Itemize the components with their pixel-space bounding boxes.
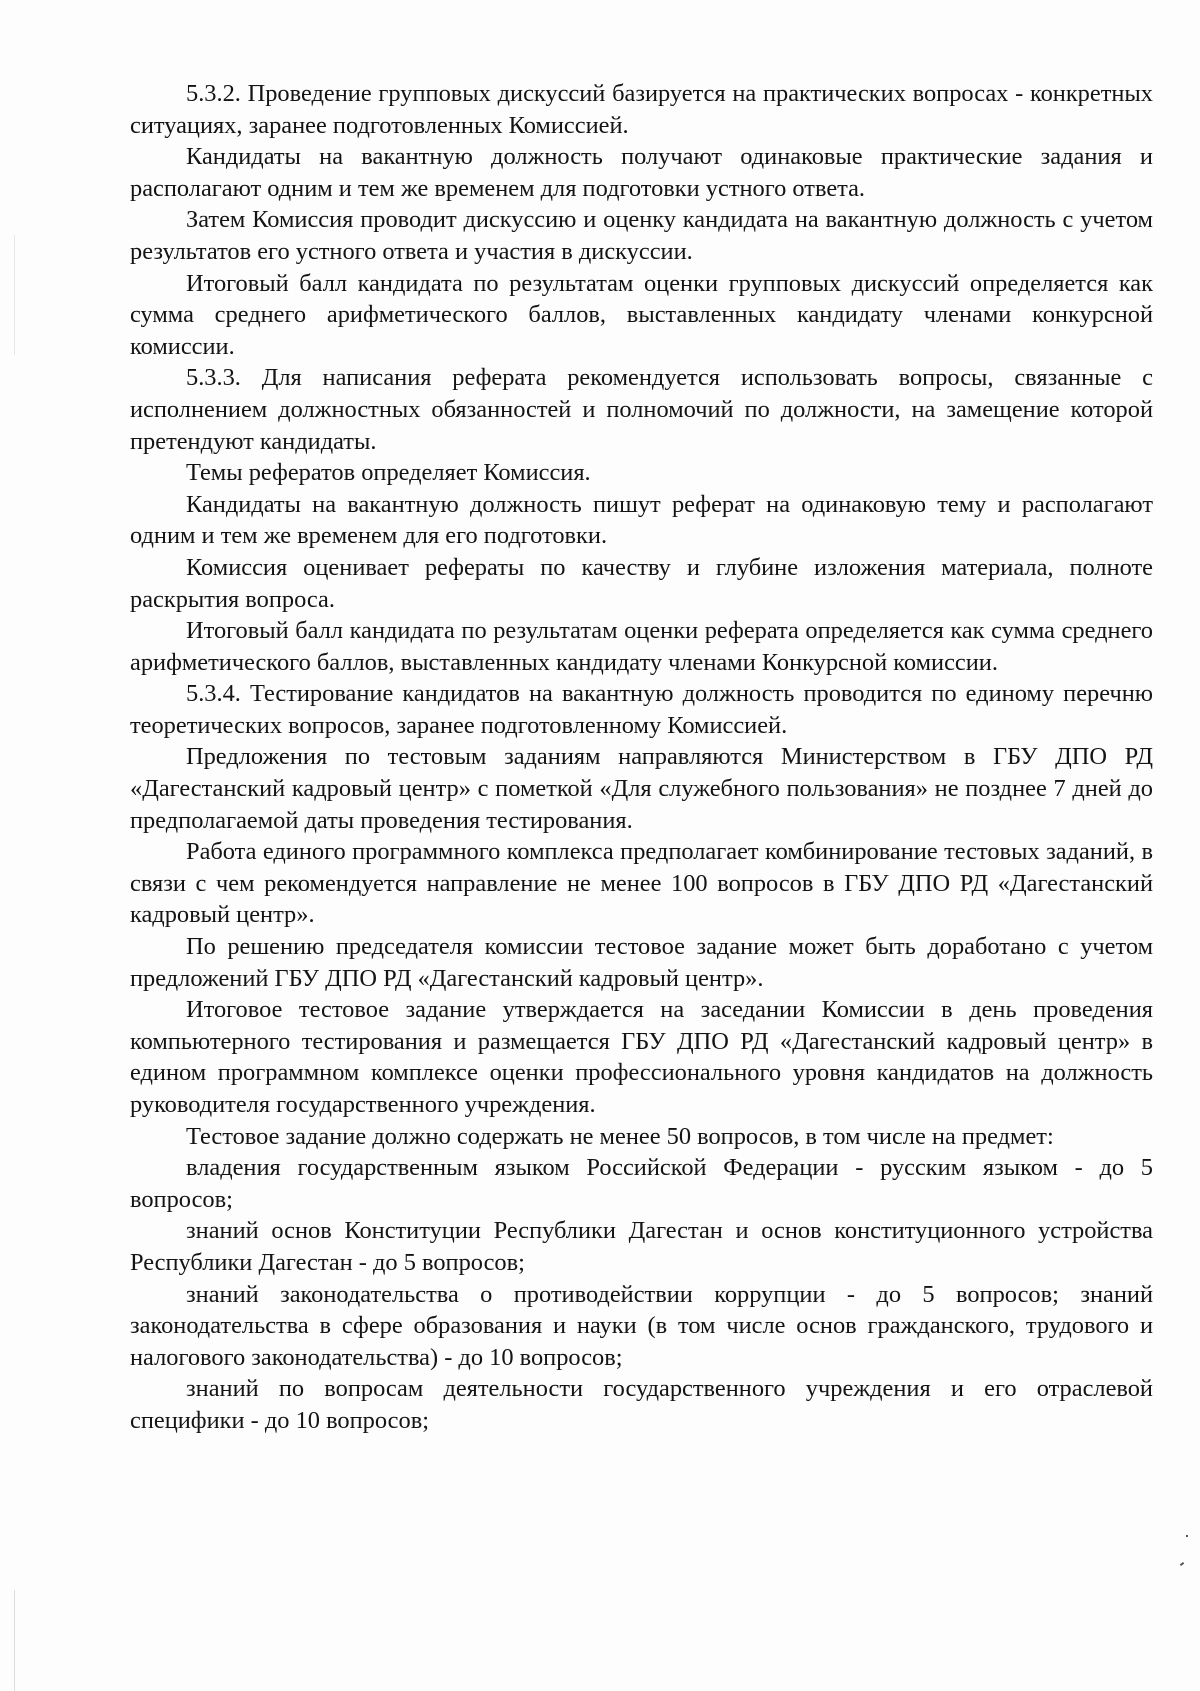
paragraph: Итоговый балл кандидата по результатам оценки реферата определяется как сумма среднего арифметического баллов, выставленных кандидату членами Конкурсной комиссии. (130, 617, 1153, 676)
document-body (130, 78, 1153, 1437)
paragraph-5-3-2: 5.3.2. Проведение групповых дискуссий базируется на практических вопросах - конкретных ситуациях, заранее подготовленных Комиссией. (130, 80, 1153, 139)
paragraph: Кандидаты на вакантную должность получают одинаковые практические задания и располагают одним и тем же временем для подготовки устного ответа. (130, 143, 1153, 202)
paragraph-5-3-4: 5.3.4. Тестирование кандидатов на вакантную должность проводится по единому перечню теоретических вопросов, заранее подготовленному Комиссией. (130, 680, 1153, 739)
list-item: владения государственным языком Российской Федерации - русским языком - до 5 вопросов; (130, 1154, 1153, 1213)
paragraph: Тестовое задание должно содержать не менее 50 вопросов, в том числе на предмет: (186, 1122, 1054, 1150)
paragraph-5-3-3: 5.3.3. Для написания реферата рекомендуется использовать вопросы, связанные с исполнением должностных обязанностей и полномочий по должности, на замещение которой претендуют кандидаты. (130, 364, 1153, 455)
list-item: знаний законодательства о противодействии коррупции - до 5 вопросов; знаний законодательства в сфере образования и науки (в том числе основ гражданского, трудового и налогового законодательства) - до 10 вопросов; (130, 1280, 1153, 1371)
scan-speck (1180, 1562, 1184, 1566)
scan-margin-line (14, 1590, 15, 1691)
list-item: знаний основ Конституции Республики Дагестан и основ конституционного устройства Республики Дагестан - до 5 вопросов; (130, 1217, 1153, 1276)
paragraph: Работа единого программного комплекса предполагает комбинирование тестовых заданий, в связи с чем рекомендуется направление не менее 100 вопросов в ГБУ ДПО РД «Дагестанский кадровый центр». (130, 838, 1153, 929)
scan-speck (1186, 1535, 1188, 1537)
list-item: знаний по вопросам деятельности государственного учреждения и его отраслевой специфики - до 10 вопросов; (130, 1375, 1153, 1434)
paragraph: Итоговый балл кандидата по результатам оценки групповых дискуссий определяется как сумма среднего арифметического баллов, выставленных кандидату членами конкурсной комиссии. (130, 269, 1153, 360)
scan-margin-line (14, 235, 15, 355)
paragraph: Кандидаты на вакантную должность пишут реферат на одинаковую тему и располагают одним и тем же временем для его подготовки. (130, 490, 1153, 550)
paragraph: Комиссия оценивает рефераты по качеству и глубине изложения материала, полноте раскрытия вопроса. (130, 553, 1153, 613)
paragraph: По решению председателя комиссии тестовое задание может быть доработано с учетом предложений ГБУ ДПО РД «Дагестанский кадровый центр». (130, 933, 1153, 992)
paragraph: Предложения по тестовым заданиям направляются Министерством в ГБУ ДПО РД «Дагестанский кадровый центр» с пометкой «Для служебного пользования» не позднее 7 дней до предполагаемой даты проведения тестирования. (130, 743, 1153, 834)
paragraph: Темы рефератов определяет Комиссия. (186, 459, 591, 487)
paragraph: Затем Комиссия проводит дискуссию и оценку кандидата на вакантную должность с учетом результатов его устного ответа и участия в дискуссии. (130, 206, 1153, 265)
paragraph: Итоговое тестовое задание утверждается на заседании Комиссии в день проведения компьютерного тестирования и размещается ГБУ ДПО РД «Дагестанский кадровый центр» в едином программном комплексе оценки профессионального уровня кандидатов на должность руководителя государственного учреждения. (130, 996, 1153, 1118)
